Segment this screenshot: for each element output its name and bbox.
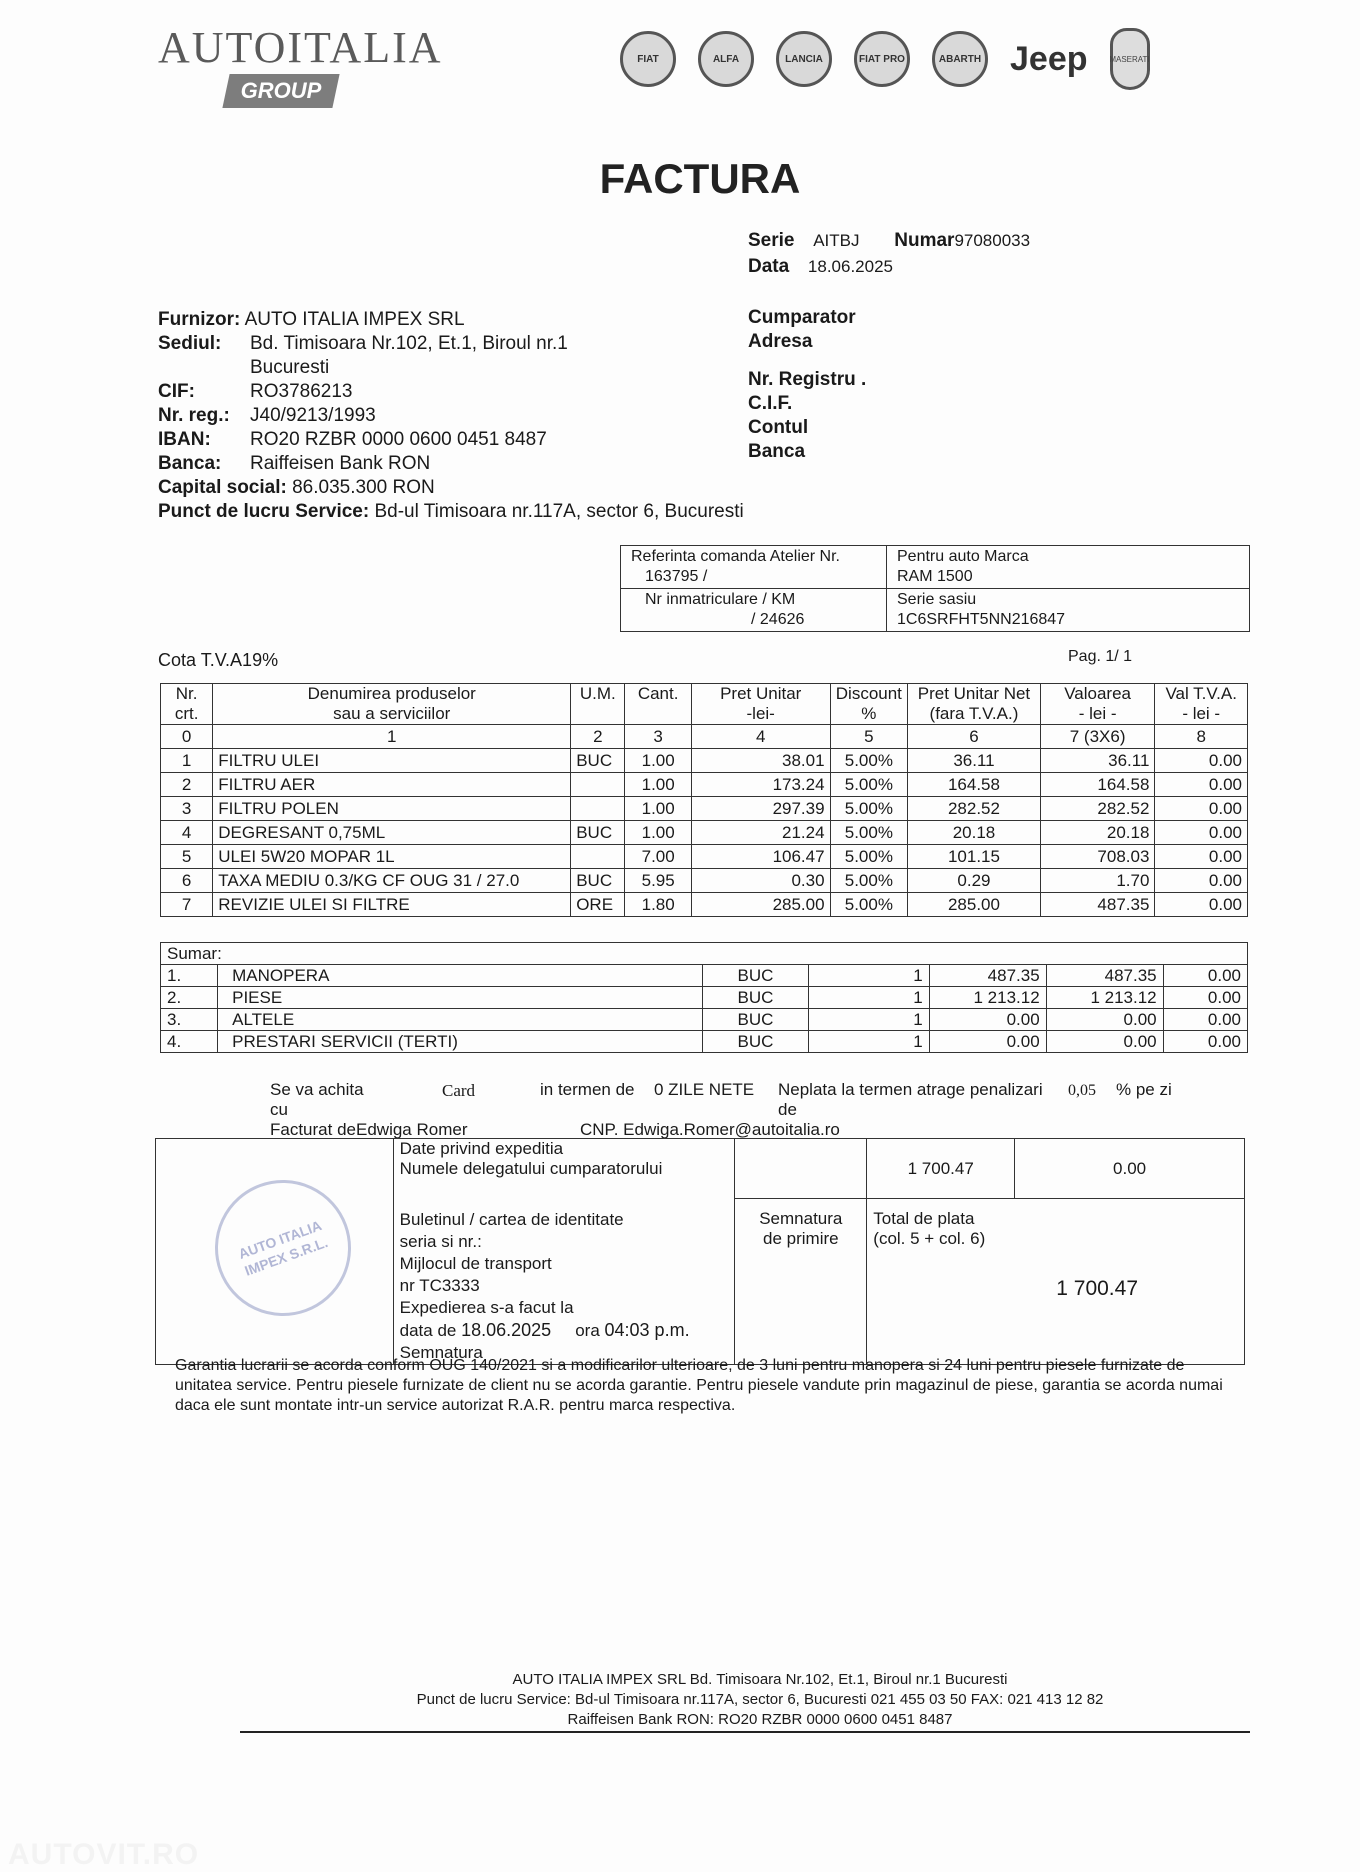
table-cell: ORE: [571, 893, 625, 917]
column-number: 3: [625, 725, 691, 749]
termen-label: in termen de: [540, 1080, 635, 1099]
total-sub: (col. 5 + col. 6): [873, 1229, 986, 1248]
sasiu-label: Serie sasiu: [897, 591, 977, 608]
exp-title: Date privind expeditia: [399, 1139, 564, 1158]
column-header-line: Denumirea produselor: [307, 684, 476, 703]
penal-label: Neplata la termen atrage penalizari: [778, 1080, 1043, 1099]
summary-table: [160, 942, 1248, 1053]
table-row: [161, 821, 1248, 845]
summary-cell: 1: [809, 1031, 930, 1053]
table-cell: 1.00: [625, 821, 691, 845]
summary-cell: 0.00: [1163, 965, 1247, 987]
banca-label: Banca:: [158, 453, 222, 474]
column-header-line: [576, 704, 619, 724]
table-cell: 0.00: [1155, 821, 1248, 845]
table-row: [161, 797, 1248, 821]
summary-cell: BUC: [702, 965, 808, 987]
table-cell: 6: [161, 869, 213, 893]
brand-logo-fiat-pro: FIAT PRO: [854, 31, 910, 87]
column-header-line: - lei -: [1182, 704, 1221, 723]
summary-cell: 2.: [161, 987, 218, 1009]
adresa-label: Adresa: [748, 331, 813, 352]
column-header-line: Val T.V.A.: [1165, 684, 1237, 703]
summary-row: [161, 987, 1248, 1009]
table-cell: 5.00%: [830, 749, 908, 773]
column-header-line: sau a serviciilor: [333, 704, 451, 723]
column-header-line: Discount: [835, 684, 902, 703]
iban-value: RO20 RZBR 0000 0600 0451 8487: [250, 429, 547, 450]
table-cell: 4: [161, 821, 213, 845]
column-number: 7 (3X6): [1040, 725, 1155, 749]
column-header-line: -lei-: [746, 704, 775, 723]
summary-row: [161, 965, 1248, 987]
table-cell: 708.03: [1040, 845, 1155, 869]
punct-value: Bd-ul Timisoara nr.117A, sector 6, Bucuresti: [374, 501, 744, 522]
facturat-label: Facturat de: [270, 1120, 356, 1139]
table-cell: 20.18: [908, 821, 1041, 845]
marca-value: RAM 1500: [897, 568, 973, 585]
ref-label: Referinta comanda Atelier Nr.: [631, 548, 840, 565]
inmat-label: Nr inmatriculare / KM: [645, 591, 796, 608]
exp-seria: seria si nr.:: [399, 1231, 482, 1251]
exp-transport: Mijlocul de transport: [399, 1253, 552, 1273]
summary-cell: 1: [809, 987, 930, 1009]
furnizor-label: Furnizor:: [158, 309, 241, 330]
exp-top-cell: [393, 1139, 735, 1199]
summary-cell: BUC: [702, 1031, 808, 1053]
sasiu-cell: [887, 589, 1250, 632]
document-title: FACTURA: [599, 155, 801, 202]
table-cell: 36.11: [1040, 749, 1155, 773]
total-cell: [867, 1199, 1245, 1365]
exp-buletin: Buletinul / cartea de identitate: [399, 1209, 624, 1229]
table-cell: TAXA MEDIU 0.3/KG CF OUG 31 / 27.0: [213, 869, 571, 893]
total-label: Total de plata: [873, 1209, 975, 1228]
exp-ora-label: ora: [575, 1320, 600, 1340]
stamp-text: AUTO ITALIA IMPEX S.R.L.: [236, 1217, 330, 1279]
summary-cell: BUC: [702, 987, 808, 1009]
summary-cell: 1.: [161, 965, 218, 987]
table-cell: 285.00: [691, 893, 830, 917]
summary-cell: PRESTARI SERVICII (TERTI): [218, 1031, 703, 1053]
inmat-cell: [621, 589, 887, 632]
column-header-line: (fara T.V.A.): [929, 704, 1019, 723]
table-cell: 20.18: [1040, 821, 1155, 845]
company-logo: AUTOITALIA: [158, 23, 443, 72]
column-header-line: Pret Unitar: [720, 684, 802, 703]
table-cell: 7.00: [625, 845, 691, 869]
table-cell: [571, 845, 625, 869]
sediul-line1: Bd. Timisoara Nr.102, Et.1, Biroul nr.1: [250, 333, 568, 354]
table-cell: 1.80: [625, 893, 691, 917]
buyer-cif-label: C.I.F.: [748, 393, 793, 414]
sediul-label: Sediul:: [158, 333, 222, 354]
summary-cell: 3.: [161, 1009, 218, 1031]
capital-label: Capital social:: [158, 477, 287, 498]
column-header: [908, 684, 1041, 725]
table-cell: 0.00: [1155, 797, 1248, 821]
table-cell: 5.00%: [830, 893, 908, 917]
brand-logo-abarth: ABARTH: [932, 31, 988, 87]
table-row: [161, 749, 1248, 773]
column-header: [213, 684, 571, 725]
table-cell: 5.00%: [830, 821, 908, 845]
column-header: [1040, 684, 1155, 725]
summary-cell: 1 213.12: [929, 987, 1046, 1009]
payment-method: Card: [442, 1081, 476, 1100]
brand-logo-jeep: Jeep: [1010, 39, 1088, 78]
table-row: [161, 869, 1248, 893]
cumparator-label: Cumparator: [748, 307, 856, 328]
banca-value: Raiffeisen Bank RON: [250, 453, 431, 474]
summary-cell: 0.00: [1163, 1031, 1247, 1053]
table-cell: 1.70: [1040, 869, 1155, 893]
table-cell: ULEI 5W20 MOPAR 1L: [213, 845, 571, 869]
page-number: Pag. 1/ 1: [1068, 648, 1133, 665]
footer-line3: Raiffeisen Bank RON: RO20 RZBR 0000 0600 0451 8487: [567, 1711, 953, 1728]
summary-cell: 0.00: [1163, 1009, 1247, 1031]
total-vat: 0.00: [1015, 1139, 1245, 1199]
achita-label: Se va achita: [270, 1080, 364, 1099]
table-cell: FILTRU ULEI: [213, 749, 571, 773]
table-cell: 1: [161, 749, 213, 773]
table-cell: 5.00%: [830, 773, 908, 797]
logo-group-text: GROUP: [240, 78, 322, 103]
column-header-line: Nr.: [175, 684, 198, 703]
table-cell: 282.52: [1040, 797, 1155, 821]
column-header-line: - lei -: [1078, 704, 1117, 723]
table-cell: 1.00: [625, 773, 691, 797]
table-cell: BUC: [571, 749, 625, 773]
punct-label: Punct de lucru Service:: [158, 501, 370, 522]
table-cell: 0.30: [691, 869, 830, 893]
iban-label: IBAN:: [158, 429, 211, 450]
summary-cell: BUC: [702, 1009, 808, 1031]
summary-cell: 487.35: [1046, 965, 1163, 987]
summary-cell: PIESE: [218, 987, 703, 1009]
brand-logo-alfa: ALFA: [698, 31, 754, 87]
facturat-block: [270, 1120, 468, 1140]
sediul-line2: Bucuresti: [250, 357, 330, 378]
nrreg-label: Nr. reg.:: [158, 405, 230, 426]
supplier-block: [158, 308, 744, 524]
furnizor-value: AUTO ITALIA IMPEX SRL: [244, 309, 465, 330]
table-cell: 487.35: [1040, 893, 1155, 917]
brand-logo-fiat: FIAT: [620, 31, 676, 87]
total-no-vat: 1 700.47: [867, 1139, 1015, 1199]
table-cell: 297.39: [691, 797, 830, 821]
inmat-value: / 24626: [751, 611, 805, 628]
footer-line2: Punct de lucru Service: Bd-ul Timisoara nr.117A, sector 6, Bucuresti 021 455 03 50 FAX: 021 413 12 82: [416, 1691, 1104, 1708]
exp-data: 18.06.2025: [461, 1319, 552, 1340]
summary-cell: 0.00: [929, 1009, 1046, 1031]
exp-nr-label: nr: [399, 1275, 415, 1295]
table-cell: 21.24: [691, 821, 830, 845]
summary-cell: ALTELE: [218, 1009, 703, 1031]
registru-dot: .: [860, 369, 867, 390]
invoice-date: [748, 256, 893, 278]
table-cell: 5.00%: [830, 845, 908, 869]
total-value: 1 700.47: [1056, 1277, 1138, 1300]
buyer-banca-label: Banca: [748, 441, 806, 462]
items-table: [160, 683, 1248, 917]
exp-expediere: Expedierea s-a facut la: [399, 1297, 574, 1317]
company-logo-group: [222, 74, 339, 108]
column-header-line: %: [861, 704, 877, 723]
table-cell: 101.15: [908, 845, 1041, 869]
column-header: [161, 684, 213, 725]
column-header-line: U.M.: [579, 684, 616, 703]
cif-value: RO3786213: [250, 381, 353, 402]
table-cell: [571, 773, 625, 797]
column-header-line: Valoarea: [1064, 684, 1132, 703]
table-cell: 3: [161, 797, 213, 821]
column-number: 2: [571, 725, 625, 749]
table-row: [161, 773, 1248, 797]
column-header: [625, 684, 691, 725]
numar-value: 97080033: [954, 231, 1031, 250]
exp-delegat: Numele delegatului cumparatorului: [399, 1159, 663, 1178]
facturat-value: Edwiga Romer: [356, 1120, 468, 1139]
table-cell: FILTRU AER: [213, 773, 571, 797]
table-cell: 173.24: [691, 773, 830, 797]
summary-cell: 1: [809, 965, 930, 987]
table-cell: 5: [161, 845, 213, 869]
table-cell: 1.00: [625, 797, 691, 821]
table-row: [161, 845, 1248, 869]
column-header: [571, 684, 625, 725]
exp-ora: 04:03 p.m.: [604, 1319, 690, 1340]
cnp-block: [580, 1120, 840, 1140]
buyer-block: [748, 306, 866, 464]
watermark: AUTOVIT.RO: [8, 1838, 200, 1871]
penal-block: [778, 1080, 1078, 1120]
table-cell: 1.00: [625, 749, 691, 773]
summary-cell: 1: [809, 1009, 930, 1031]
column-header: [691, 684, 830, 725]
summary-label: Sumar:: [161, 943, 1248, 965]
registru-label: Nr. Registru: [748, 369, 856, 390]
semn-primire: Semnatura de primire: [735, 1199, 867, 1365]
column-header-line: Cant.: [637, 684, 679, 703]
table-cell: FILTRU POLEN: [213, 797, 571, 821]
table-cell: 0.00: [1155, 893, 1248, 917]
table-cell: 285.00: [908, 893, 1041, 917]
marca-cell: [887, 546, 1250, 589]
achita-label-block: [270, 1080, 390, 1120]
warranty-text: Garantia lucrarii se acorda conform OUG 140/2021 si a modificarilor ulterioare, de 3 luni pentru manopera si 24 luni pentru piesele furnizate de unitatea service. Pentru piesele furnizate de client nu se acorda garantie. Pentru piesele vandute prin magazinul de piese, garantia se acorda numai daca ele sunt montate intr-un service autorizat R.A.R. pentru marca respectiva.: [175, 1357, 1223, 1414]
table-cell: 38.01: [691, 749, 830, 773]
termen-value: 0 ZILE NETE: [654, 1080, 755, 1099]
table-cell: 164.58: [908, 773, 1041, 797]
summary-cell: MANOPERA: [218, 965, 703, 987]
column-number: 6: [908, 725, 1041, 749]
reference-table: [620, 545, 1250, 632]
table-cell: 0.00: [1155, 749, 1248, 773]
table-cell: 5.00%: [830, 869, 908, 893]
cnp-label: CNP.: [580, 1120, 619, 1139]
sasiu-value: 1C6SRFHT5NN216847: [897, 611, 1066, 628]
contul-label: Contul: [748, 417, 809, 438]
table-cell: 0.00: [1155, 869, 1248, 893]
summary-cell: 0.00: [929, 1031, 1046, 1053]
penal-de: de: [778, 1100, 797, 1119]
table-row: [161, 893, 1248, 917]
exp-nr: TC3333: [419, 1275, 480, 1295]
column-number: 8: [1155, 725, 1248, 749]
data-value: 18.06.2025: [807, 257, 894, 276]
achita-cu: cu: [270, 1100, 288, 1119]
column-header: [1155, 684, 1248, 725]
cota-tva: Cota T.V.A19%: [158, 650, 279, 670]
exp-data-label: data de: [399, 1320, 457, 1340]
table-cell: 0.29: [908, 869, 1041, 893]
table-cell: 5.95: [625, 869, 691, 893]
column-header-line: [630, 704, 685, 724]
footer-divider: [240, 1731, 1250, 1733]
numar-label: Numar: [894, 230, 955, 251]
brand-logos: [620, 28, 1150, 90]
column-number: 5: [830, 725, 908, 749]
serie-value: AITBJ: [813, 231, 860, 250]
invoice-serie: [748, 230, 1030, 252]
cif-label: CIF:: [158, 381, 195, 402]
table-cell: 36.11: [908, 749, 1041, 773]
penal-unit: % pe zi: [1116, 1080, 1172, 1099]
column-header: [830, 684, 908, 725]
table-cell: DEGRESANT 0,75ML: [213, 821, 571, 845]
summary-row: [161, 1009, 1248, 1031]
summary-cell: 0.00: [1163, 987, 1247, 1009]
cnp-value: Edwiga.Romer@autoitalia.ro: [623, 1120, 840, 1139]
capital-value: 86.035.300 RON: [292, 477, 435, 498]
table-cell: BUC: [571, 821, 625, 845]
footer-line1: AUTO ITALIA IMPEX SRL Bd. Timisoara Nr.102, Et.1, Biroul nr.1 Bucuresti: [512, 1671, 1008, 1688]
exp-semnatura: Semnatura: [399, 1342, 483, 1362]
penal-value: 0,05: [1068, 1082, 1096, 1099]
exp-blank-cell: [735, 1139, 867, 1199]
exp-details: [393, 1199, 735, 1365]
table-cell: 2: [161, 773, 213, 797]
column-header-line: crt.: [174, 704, 199, 723]
column-number: 4: [691, 725, 830, 749]
data-label: Data: [748, 256, 790, 277]
summary-cell: 487.35: [929, 965, 1046, 987]
column-number: 1: [213, 725, 571, 749]
table-cell: 7: [161, 893, 213, 917]
nrreg-value: J40/9213/1993: [250, 405, 376, 426]
table-cell: 164.58: [1040, 773, 1155, 797]
table-cell: [571, 797, 625, 821]
table-cell: 282.52: [908, 797, 1041, 821]
table-cell: REVIZIE ULEI SI FILTRE: [213, 893, 571, 917]
summary-cell: 4.: [161, 1031, 218, 1053]
table-cell: 106.47: [691, 845, 830, 869]
table-cell: 0.00: [1155, 845, 1248, 869]
brand-logo-maserati: MASERATI: [1110, 28, 1150, 90]
summary-cell: 0.00: [1046, 1031, 1163, 1053]
brand-logo-lancia: LANCIA: [776, 31, 832, 87]
table-cell: BUC: [571, 869, 625, 893]
column-header-line: Pret Unitar Net: [917, 684, 1031, 703]
table-cell: 5.00%: [830, 797, 908, 821]
ref-cell: [621, 546, 887, 589]
table-cell: 0.00: [1155, 773, 1248, 797]
summary-cell: 0.00: [1046, 1009, 1163, 1031]
marca-label: Pentru auto Marca: [897, 548, 1029, 565]
summary-cell: 1 213.12: [1046, 987, 1163, 1009]
summary-row: [161, 1031, 1248, 1053]
ref-value: 163795 /: [645, 568, 708, 585]
column-number: 0: [161, 725, 213, 749]
serie-label: Serie: [748, 230, 795, 251]
